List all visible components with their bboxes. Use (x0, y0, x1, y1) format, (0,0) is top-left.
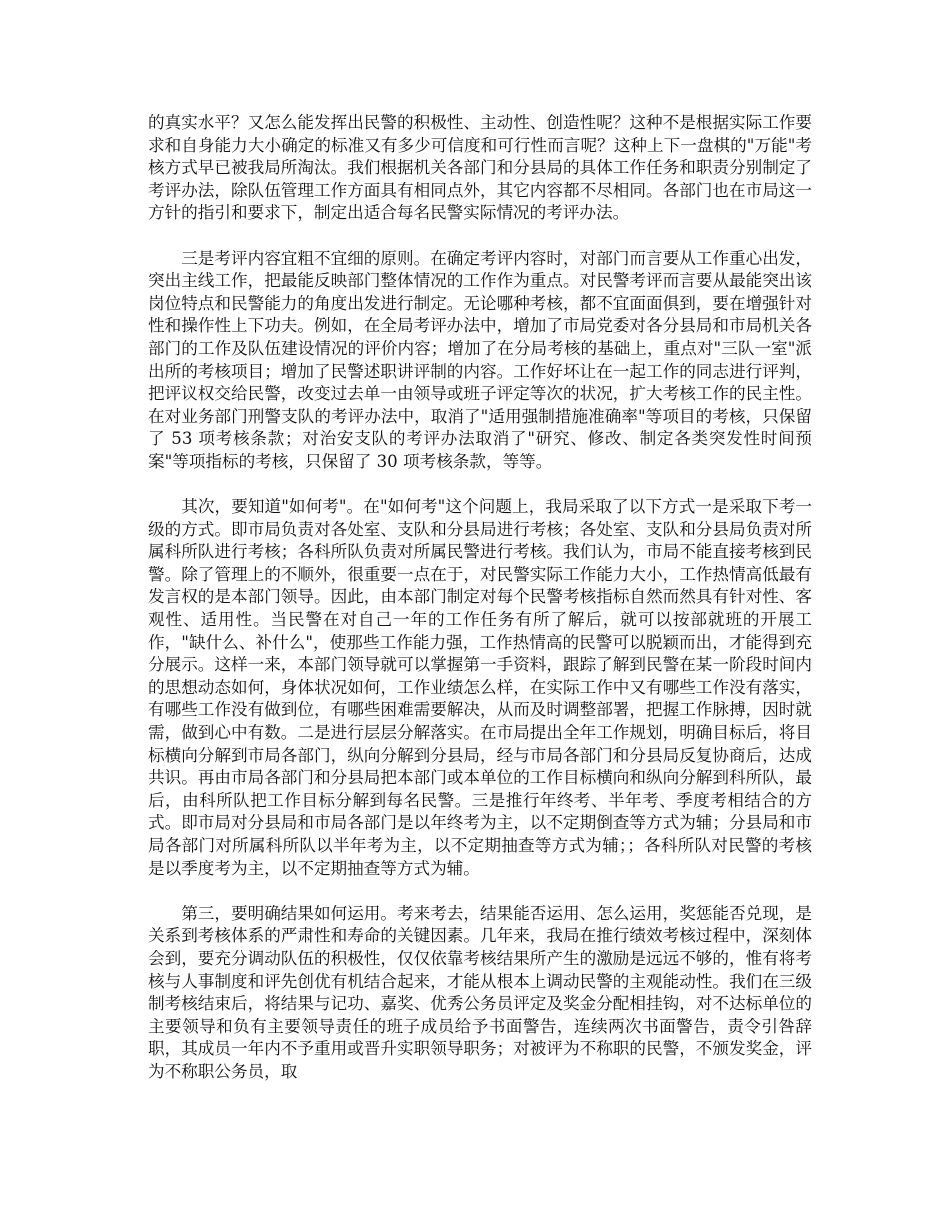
paragraph-3: 其次，要知道"如何考"。在"如何考"这个问题上，我局采取了以下方式一是采取下考一级的方式。即市局负责对各处室、支队和分县局进行考核；各处室、支队和分县局负责对所属科所队进行考核；各科所队负责对所属民警进行考核。我们认为，市局不能直接考核到民警。除了管理上的不顺外，很重要一点在于，对民警实际工作能力大小，工作热情高低最有发言权的是本部门领导。因此，由本部门制定对每个民警考核指标自然而然具有针对性、客观性、适用性。当民警在对自己一年的工作任务有所了解后，就可以按部就班的开展工作，"缺什么、补什么"，使那些工作能力强，工作热情高的民警可以脱颖而出，才能得到充分展示。这样一来，本部门领导就可以掌握第一手资料，跟踪了解到民警在某一阶段时间内的思想动态如何，身体状况如何，工作业绩怎么样，在实际工作中又有哪些工作没有落实，有哪些工作没有做到位，有哪些困难需要解决，从而及时调整部署，把握工作脉搏，因时就需，做到心中有数。二是进行层层分解落实。在市局提出全年工作规划，明确目标后，将目标横向分解到市局各部门，纵向分解到分县局，经与市局各部门和分县局反复协商后，达成共识。再由市局各部门和分县局把本部门或本单位的工作目标横向和纵向分解到科所队，最后，由科所队把工作目标分解到每名民警。三是推行年终考、半年考、季度考相结合的方式。即市局对分县局和市局各部门是以年终考为主，以不定期倒查等方式为辅；分县局和市局各部门对所属科所队以半年考为主，以不定期抽查等方式为辅；；各科所队对民警的考核是以季度考为主，以不定期抽查等方式为辅。 (148, 497, 812, 878)
document-body (148, 112, 812, 1106)
paragraph-2: 三是考评内容宜粗不宜细的原则。在确定考评内容时，对部门而言要从工作重心出发，突出主线工作，把最能反映部门整体情况的工作作为重点。对民警考评而言要从最能突出该岗位特点和民警能力的角度出发进行制定。无论哪种考核，都不宜面面俱到，要在增强针对性和操作性上下功夫。例如，在全局考评办法中，增加了市局党委对各分县局和市局机关各部门的工作及队伍建设情况的评价内容；增加了在分局考核的基础上，重点对"三队一室"派出所的考核项目；增加了民警述职讲评制的内容。工作好坏让在一起工作的同志进行评判，把评议权交给民警，改变过去单一由领导或班子评定等次的状况，扩大考核工作的民主性。在对业务部门刑警支队的考评办法中，取消了"适用强制措施准确率"等项目的考核，只保留了 53 项考核条款；对治安支队的考评办法取消了"研究、修改、制定各类突发性时间预案"等项指标的考核，只保留了 30 项考核条款，等等。 (148, 248, 812, 471)
paragraph-1: 的真实水平？又怎么能发挥出民警的积极性、主动性、创造性呢？这种不是根据实际工作要求和自身能力大小确定的标准又有多少可信度和可行性而言呢？这种上下一盘棋的"万能"考核方式早已被我局所淘汰。我们根据机关各部门和分县局的具体工作任务和职责分别制定了考评办法，除队伍管理工作方面具有相同点外，其它内容都不尽相同。各部门也在市局这一方针的指引和要求下，制定出适合每名民警实际情况的考评办法。 (148, 113, 812, 223)
paragraph-4: 第三，要明确结果如何运用。考来考去，结果能否运用、怎么运用，奖惩能否兑现，是关系到考核体系的严肃性和寿命的关键因素。几年来，我局在推行绩效考核过程中，深刻体会到，要充分调动队伍的积极性，仅仅依靠考核结果所产生的激励是远远不够的，惟有将考核与人事制度和评先创优有机结合起来，才能从根本上调动民警的主观能动性。我们在三级制考核结束后，将结果与记功、嘉奖、优秀公务员评定及奖金分配相挂钩，对不达标单位的主要领导和负有主要领导责任的班子成员给予书面警告，连续两次书面警告，责令引咎辞职，其成员一年内不予重用或晋升实职领导职务；对被评为不称职的民警，不颁发奖金，评为不称职公务员，取 (148, 903, 812, 1081)
